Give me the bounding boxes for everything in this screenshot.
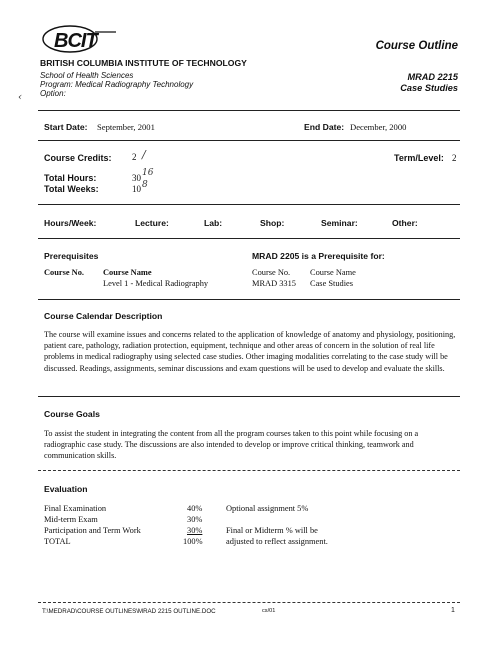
handwritten-credits: / [142,148,146,161]
doc-type: Course Outline [375,40,458,52]
start-date-value: September, 2001 [97,122,155,132]
total-hours-label: Total Hours: [44,173,97,183]
other-label: Other: [392,218,418,228]
evaluation-heading: Evaluation [44,484,88,494]
divider [38,396,460,397]
prereq-for-col-course-no: Course No. [252,268,291,277]
course-title: Case Studies [400,83,458,93]
eval-item: Final Examination [44,504,107,513]
margin-mark: ‹ [18,92,22,103]
divider [38,140,460,141]
eval-total-label: TOTAL [44,537,71,546]
eval-pct: 30% [187,515,203,524]
handwritten-hours: 16 [142,168,154,178]
term-level-label: Term/Level: [394,153,444,163]
page-number: 1 [451,607,455,614]
footer-divider [38,602,460,603]
eval-pct: 30% [187,526,203,535]
total-weeks-value: 10 [132,184,141,194]
end-date-label: End Date: [304,122,345,132]
eval-item: Participation and Term Work [44,526,141,535]
course-credits-label: Course Credits: [44,153,112,163]
shop-label: Shop: [260,218,285,228]
prerequisites-heading: Prerequisites [44,251,99,261]
eval-note: Optional assignment 5% [226,504,309,513]
description-heading: Course Calendar Description [44,311,163,321]
eval-total-pct: 100% [183,537,203,546]
footer-code: cs/01 [262,608,276,614]
course-code: MRAD 2215 [407,72,458,82]
divider [38,110,460,111]
prereq-for-course-no: MRAD 3315 [252,279,296,288]
prereq-col-course-no: Course No. [44,268,85,277]
lecture-label: Lecture: [135,218,169,228]
goals-heading: Course Goals [44,409,100,419]
handwritten-weeks: 8 [142,180,148,190]
eval-note: adjusted to reflect assignment. [226,537,328,546]
course-credits-value: 2 [132,152,137,162]
hours-week-label: Hours/Week: [44,218,97,228]
eval-pct: 40% [187,504,203,513]
start-date-label: Start Date: [44,122,88,132]
svg-text:BCIT: BCIT [54,30,97,52]
prereq-course-name: Level 1 - Medical Radiography [103,279,209,288]
prereq-for-col-course-name: Course Name [310,268,356,277]
description-text: The course will examine issues and concerns related to the application of knowledge of anatomy and physiology, positioning, patient care, pathology, radiation protection, equipment, technique and other areas of concern in the solution of real life problems in medical radiography using selected case studies. Other imaging modalities correlating to the case study will be discussed. Readings, assignments, seminar discussions and exam questions will be used to develop and evaluate the skills. [44,330,456,373]
program-name: Program: Medical Radiography Technology [40,80,194,89]
option-label: Option: [40,89,66,98]
total-hours-value: 30 [132,173,141,183]
seminar-label: Seminar: [321,218,358,228]
end-date-value: December, 2000 [350,122,407,132]
institute-name: BRITISH COLUMBIA INSTITUTE OF TECHNOLOGY [40,58,247,68]
bcit-logo [40,22,120,56]
divider [38,204,460,205]
prereq-for-course-name: Case Studies [310,279,354,288]
lab-label: Lab: [204,218,223,228]
divider [38,238,460,239]
school-name: School of Health Sciences [40,71,134,80]
goals-text: To assist the student in integrating the content from all the program courses taken to this point while focusing on a radiographic case study. The discussions are also intended to develop or improve critical thinking, teamwork and communication skills. [44,429,419,461]
prerequisite-for-heading: MRAD 2205 is a Prerequisite for: [252,251,385,261]
eval-note: Final or Midterm % will be [226,526,318,535]
prereq-col-course-name: Course Name [103,268,152,277]
term-level-value: 2 [452,153,457,163]
total-weeks-label: Total Weeks: [44,184,99,194]
divider [38,299,460,300]
eval-item: Mid-term Exam [44,515,98,524]
divider [38,470,460,471]
footer-path: T:\MEDRAD\COURSE OUTLINES\MRAD 2215 OUTLINE.DOC [42,608,216,615]
